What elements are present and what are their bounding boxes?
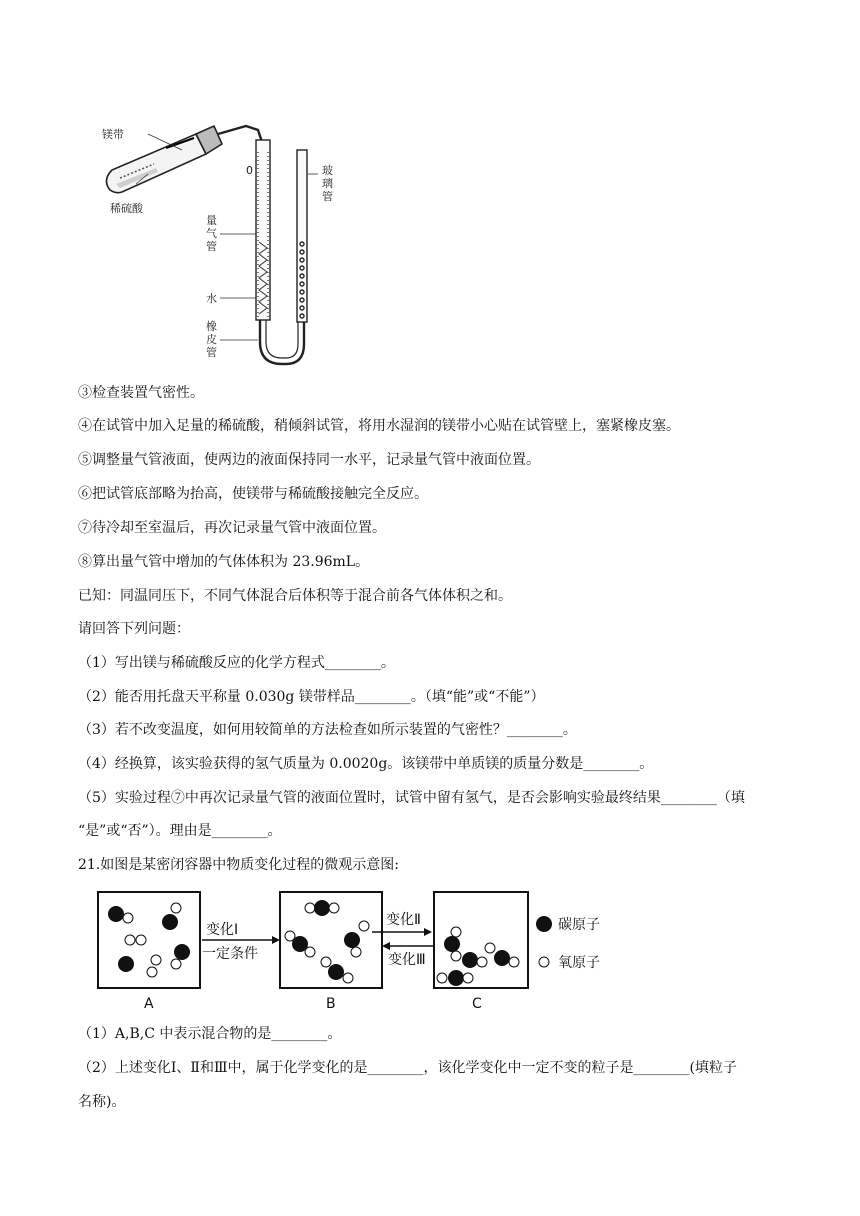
q21-title: 21.如图是某密闭容器中物质变化过程的微观示意图: <box>78 857 399 873</box>
q21-question-1: （1）A,B,C 中表示混合物的是________。 <box>78 1026 342 1042</box>
label-gas-tube-3: 管 <box>206 240 217 253</box>
question-4: （4）经换算，该实验获得的氢气质量为 0.0020g。该镁带中单质镁的质量分数是________。 <box>78 756 654 772</box>
label-rubber-2: 皮 <box>206 333 217 346</box>
label-glass-1: 玻 <box>322 164 333 177</box>
question-5-line2: “是”或“否”）。理由是________。 <box>78 823 282 839</box>
label-mg-ribbon: 镁带 <box>102 128 124 141</box>
label-glass-2: 璃 <box>322 177 333 190</box>
q21-question-2-line2: 名称)。 <box>78 1094 126 1110</box>
question-5-line1: （5）实验过程⑦中再次记录量气管的液面位置时，试管中留有氢气，是否会影响实验最终结果________（填 <box>78 790 745 806</box>
box-b <box>280 892 382 988</box>
box-a <box>98 892 200 988</box>
label-rubber-3: 管 <box>206 346 217 359</box>
step-4: ④在试管中加入足量的稀硫酸，稍倾斜试管，将用水湿润的镁带小心贴在试管壁上，塞紧橡皮塞。 <box>78 418 680 434</box>
label-gas-tube-1: 量 <box>206 214 217 227</box>
step-8: ⑧算出量气管中增加的气体体积为 23.96mL。 <box>78 554 370 570</box>
label-zero: 0 <box>246 164 253 177</box>
label-glass-3: 管 <box>322 190 333 203</box>
change1-bottom: 一定条件 <box>202 946 258 962</box>
step-6: ⑥把试管底部略为抬高，使镁带与稀硫酸接触完全反应。 <box>78 486 428 502</box>
test-tube <box>106 126 262 193</box>
question-1: （1）写出镁与稀硫酸反应的化学方程式________。 <box>78 655 395 671</box>
step-7: ⑦待冷却至室温后，再次记录量气管中液面位置。 <box>78 520 386 536</box>
gas-burette <box>256 140 270 320</box>
question-3: （3）若不改变温度，如何用较简单的方法检查如所示装置的气密性？________。 <box>78 722 577 738</box>
change1-top: 变化Ⅰ <box>206 922 239 938</box>
step-3: ③检查装置气密性。 <box>78 385 204 401</box>
change3-label: 变化Ⅲ <box>388 952 426 968</box>
box-b-label: B <box>326 996 336 1012</box>
prompt: 请回答下列问题： <box>78 621 190 637</box>
box-a-label: A <box>144 996 154 1012</box>
legend-carbon: 碳原子 <box>558 917 600 933</box>
change2-label: 变化Ⅱ <box>386 912 421 928</box>
label-dilute-acid: 稀硫酸 <box>110 202 143 215</box>
apparatus-figure <box>96 112 346 374</box>
label-gas-tube-2: 气 <box>206 227 217 240</box>
legend-oxygen-icon <box>539 957 549 967</box>
glass-tube <box>297 150 307 322</box>
legend-carbon-icon <box>536 916 552 932</box>
known-note: 已知：同温同压下，不同气体混合后体积等于混合前各气体体积之和。 <box>78 588 512 604</box>
step-5: ⑤调整量气管液面，使两边的液面保持同一水平，记录量气管中液面位置。 <box>78 452 540 468</box>
label-rubber-1: 橡 <box>206 320 217 333</box>
question-2: （2）能否用托盘天平称量 0.030g 镁带样品________。（填“能”或“不能”） <box>78 689 545 705</box>
q21-question-2-line1: （2）上述变化Ⅰ、Ⅱ和Ⅲ中，属于化学变化的是________，该化学变化中一定不变的粒子是________(填粒子 <box>78 1060 737 1076</box>
label-water: 水 <box>206 292 217 305</box>
micro-diagram <box>90 890 630 1020</box>
legend-oxygen: 氧原子 <box>558 955 600 971</box>
box-c <box>434 892 528 988</box>
box-c-label: C <box>472 996 482 1012</box>
